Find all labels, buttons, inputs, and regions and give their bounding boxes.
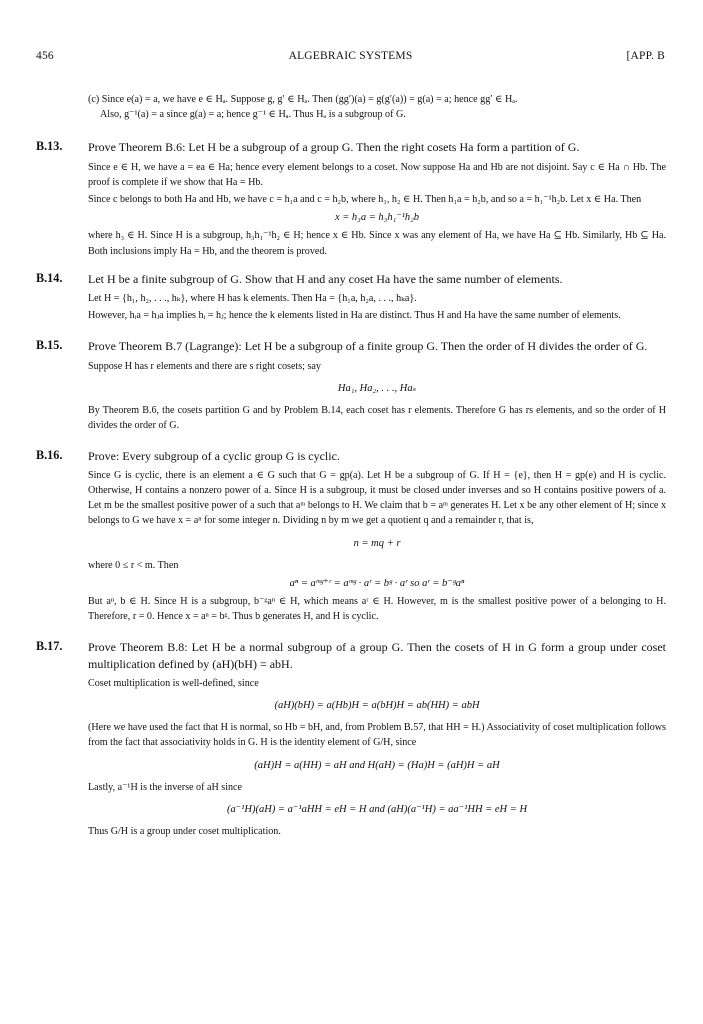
problem-label: B.17.	[36, 638, 63, 653]
proof-paragraph: where 0 ≤ r < m. Then	[88, 559, 179, 571]
page-body	[36, 92, 666, 839]
page-number: 456	[36, 50, 54, 62]
problem-label: B.13.	[36, 138, 63, 153]
problem-b17	[36, 639, 666, 839]
problem-label: B.15.	[36, 337, 63, 352]
problem-b16	[36, 448, 666, 625]
running-title: ALGEBRAIC SYSTEMS	[288, 50, 413, 62]
proof-paragraph: But aⁿ, b ∈ H. Since H is a subgroup, b⁻ᵍaⁿ ∈ H, which means aʳ ∈ H. However, m is the smallest positive power of a belonging to H. Therefore, r = 0. Hence x = aⁿ = bᵍ. Thus b generates H, and H is cyclic.	[88, 596, 666, 623]
proof-paragraph: Since G is cyclic, there is an element a ∈ G such that G = gp(a). Let H be a subgroup of G. If H = {e}, then H = gp(e) and H is cyclic. Otherwise, H contains a nonzero power of a. Since H is a subgroup, it must be closed under inverses and so H contains positive powers of a. Let m be the smallest positive power of a such that aᵐ belongs to H. We claim that b = aᵐ generates H. Let x be any other element of H; since x belongs to G we have x = aⁿ for some integer n. Dividing n by m we get a quotient q and a remainder r, that is,	[88, 469, 666, 527]
problem-b14	[36, 271, 666, 324]
problem-label: B.16.	[36, 447, 63, 462]
equation: (aH)(bH) = a(Hb)H = a(bH)H = ab(HH) = abH	[274, 699, 480, 711]
equation: x = h₃a = h₃h₁⁻¹h₂b	[334, 212, 420, 224]
problem-statement: Prove Theorem B.6: Let H be a subgroup of a group G. Then the right cosets Ha form a partition of G.	[88, 139, 580, 154]
problem-statement: Prove Theorem B.7 (Lagrange): Let H be a subgroup of a finite group G. Then the order of H divides the order of G.	[88, 338, 648, 353]
part-c-line-1: (c) Since e(a) = a, we have e ∈ Hₐ. Suppose g, g′ ∈ Hₐ. Then (gg′)(a) = g(g′(a)) = g(a) = a; hence gg′ ∈ Hₐ.	[88, 94, 518, 105]
part-c-line-2: Also, g⁻¹(a) = a since g(a) = a; hence g⁻¹ ∈ Hₐ. Thus Hₐ is a subgroup of G.	[100, 109, 406, 121]
proof-paragraph: Since e ∈ H, we have a = ea ∈ Ha; hence every element belongs to a coset. Now suppose Ha and Hb are not disjoint. Say c ∈ Ha ∩ Hb. The proof is complete if we show that Ha = Hb.	[88, 161, 666, 188]
proof-paragraph: Coset multiplication is well-defined, since	[88, 677, 259, 689]
problem-b15	[36, 338, 666, 434]
proof-paragraph: Thus G/H is a group under coset multiplication.	[88, 825, 281, 837]
proof-paragraph: However, hᵢa = hⱼa implies hᵢ = hⱼ; hence the k elements listed in Ha are distinct. Thus H and Ha have the same number of elements.	[88, 310, 621, 322]
proof-paragraph: (Here we have used the fact that H is normal, so Hb = bH, and, from Problem B.57, that HH = H.) Associativity of coset multiplication follows from the fact that associativity holds in G. H is the identity element of G/H, since	[88, 721, 666, 749]
appendix-label: [APP. B	[626, 50, 665, 62]
problem-statement: Prove Theorem B.8: Let H be a normal subgroup of a group G. Then the cosets of H in G form a group under coset multiplication defined by (aH)(bH) = abH.	[88, 639, 666, 671]
part-c-block	[88, 92, 666, 123]
running-header	[36, 50, 665, 66]
problem-statement: Let H be a finite subgroup of G. Show that H and any coset Ha have the same number of elements.	[88, 272, 563, 287]
equation: (a⁻¹H)(aH) = a⁻¹aHH = eH = H and (aH)(a⁻¹H) = aa⁻¹HH = eH = H	[226, 803, 528, 815]
proof-paragraph: Let H = {h₁, h₂, . . ., hₖ}, where H has k elements. Then Ha = {h₁a, h₂a, . . ., hₖa}.	[88, 293, 417, 305]
equation: aⁿ = aᵐᵍ⁺ʳ = aᵐᵍ · aʳ = bᵍ · aʳ so aʳ = b⁻ᵍaⁿ	[289, 578, 465, 590]
equation: Ha₁, Ha₂, . . ., Haₛ	[337, 382, 417, 394]
problem-b13	[36, 139, 666, 259]
proof-paragraph: where h₃ ∈ H. Since H is a subgroup, h₃h₁⁻¹h₂ ∈ H; hence x ∈ Hb. Since x was any element of Ha, we have Ha ⊆ Hb. Similarly, Hb ⊆ Ha. Both inclusions imply Ha = Hb, and the theorem is proved.	[88, 230, 666, 257]
proof-paragraph: By Theorem B.6, the cosets partition G and by Problem B.14, each coset has r elements. Therefore G has rs elements, and so the order of H divides the order of G.	[88, 404, 666, 432]
problem-label: B.14.	[36, 271, 63, 286]
equation: (aH)H = a(HH) = aH and H(aH) = (Ha)H = (aH)H = aH	[254, 759, 500, 771]
problem-statement: Prove: Every subgroup of a cyclic group G is cyclic.	[88, 448, 340, 463]
proof-paragraph: Since c belongs to both Ha and Hb, we have c = h₁a and c = h₂b, where h₁, h₂ ∈ H. Then h₁a = h₂b, and so a = h₁⁻¹h₂b. Let x ∈ Ha. Then	[88, 194, 642, 206]
proof-paragraph: Lastly, a⁻¹H is the inverse of aH since	[88, 781, 243, 793]
proof-paragraph: Suppose H has r elements and there are s right cosets; say	[88, 360, 321, 372]
equation: n = mq + r	[353, 537, 401, 549]
